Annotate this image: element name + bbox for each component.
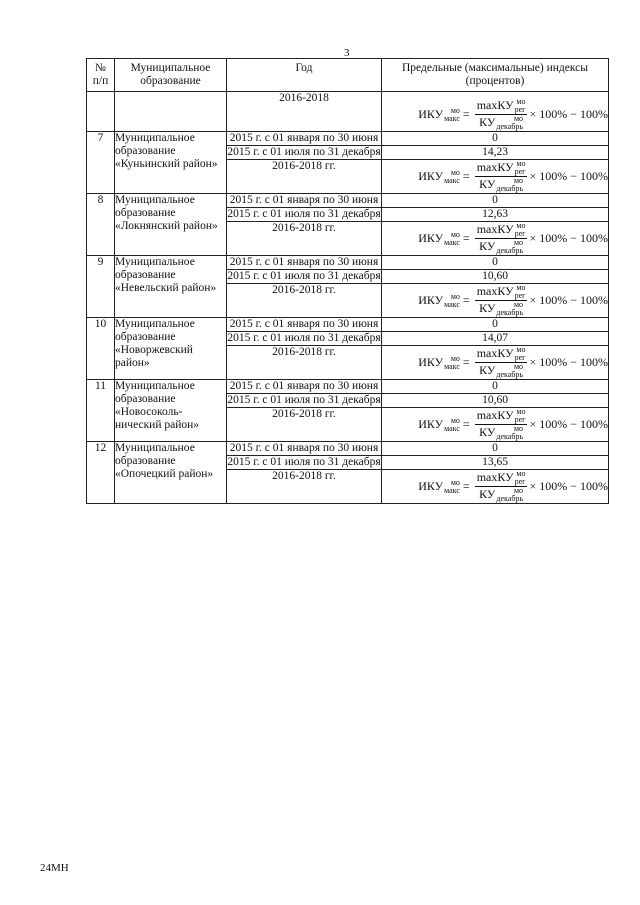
row-period-year: 2015 г. с 01 июля по 31 декабря bbox=[227, 394, 381, 406]
row-period-year: 2015 г. с 01 января по 30 июня bbox=[227, 256, 382, 270]
row-period-year: 2015 г. с 01 июля по 31 декабря bbox=[227, 456, 381, 468]
formula-fraction: maxКУ мо рег КУ мо декабрь bbox=[476, 407, 526, 441]
row-index-value: 13,65 bbox=[382, 456, 609, 470]
table-row bbox=[87, 318, 609, 332]
row-num: 10 bbox=[87, 318, 115, 380]
row-num bbox=[87, 92, 115, 132]
header-name: Муниципальное образование bbox=[115, 59, 227, 92]
row-index-value: 10,60 bbox=[382, 394, 609, 408]
row-period-year: 2015 г. с 01 января по 30 июня bbox=[227, 380, 382, 394]
formula-tail: × 100% − 100% bbox=[529, 231, 608, 245]
row-num: 11 bbox=[87, 380, 115, 442]
header-year: Год bbox=[227, 59, 382, 92]
row-index-value: 14,23 bbox=[382, 146, 609, 160]
table-row bbox=[87, 132, 609, 146]
formula-fraction: maxКУ мо рег КУ мо декабрь bbox=[476, 469, 526, 503]
tariff-index-table bbox=[86, 58, 609, 504]
table-row-continuation bbox=[87, 92, 609, 132]
index-formula: ИКУ мо макс = maxКУ мо рег КУ мо декабрь × 100% − 100% bbox=[418, 407, 608, 441]
index-formula: ИКУ мо макс = maxКУ мо рег КУ мо декабрь × 100% − 100% bbox=[418, 159, 608, 193]
row-municipality-name: Муниципальное образование «Новосоколь-нический район» bbox=[115, 380, 227, 442]
row-period-year: 2016-2018 гг. bbox=[227, 160, 382, 194]
row-index-value: 0 bbox=[382, 380, 609, 394]
table-row bbox=[87, 380, 609, 394]
row-period-year: 2015 г. с 01 июля по 31 декабря bbox=[227, 270, 381, 282]
row-municipality-name: Муниципальное образование «Опочецкий район» bbox=[115, 442, 227, 504]
formula-lhs: ИКУ bbox=[418, 169, 444, 183]
formula-lhs: ИКУ bbox=[418, 355, 444, 369]
index-formula: ИКУ мо макс = maxКУ мо рег КУ мо декабрь × 100% − 100% bbox=[418, 469, 608, 503]
row-formula-cell bbox=[382, 470, 609, 504]
index-formula: ИКУ мо макс = maxКУ мо рег КУ мо декабрь × 100% − 100% bbox=[418, 221, 608, 255]
row-num: 12 bbox=[87, 442, 115, 504]
header-num: № п/п bbox=[87, 59, 115, 92]
formula-lhs: ИКУ bbox=[418, 479, 444, 493]
table-row bbox=[87, 442, 609, 456]
row-period-year: 2016-2018 гг. bbox=[227, 222, 382, 256]
table-body bbox=[87, 92, 609, 504]
row-municipality-name: Муниципальное образование «Куньинский район» bbox=[115, 132, 227, 194]
header-index: Предельные (максимальные) индексы (процентов) bbox=[382, 59, 609, 92]
row-period-year: 2016-2018 гг. bbox=[227, 284, 382, 318]
footer-code: 24МН bbox=[40, 862, 69, 874]
row-municipality-name: Муниципальное образование «Новоржевский район» bbox=[115, 318, 227, 380]
row-period-year: 2015 г. с 01 июля по 31 декабря bbox=[227, 208, 381, 220]
row-formula-cell bbox=[382, 160, 609, 194]
row-index-value: 0 bbox=[382, 194, 609, 208]
formula-fraction: maxКУ мо рег КУ мо декабрь bbox=[476, 283, 526, 317]
row-formula-cell bbox=[382, 222, 609, 256]
row-period-year: 2015 г. с 01 января по 30 июня bbox=[227, 132, 382, 146]
formula-fraction: maxКУ мо рег КУ мо декабрь bbox=[476, 345, 526, 379]
row-period-year: 2016-2018 гг. bbox=[227, 346, 382, 380]
row-index-value: 0 bbox=[382, 442, 609, 456]
formula-tail: × 100% − 100% bbox=[529, 355, 608, 369]
table-header-row bbox=[87, 59, 609, 92]
row-formula-cell bbox=[382, 284, 609, 318]
row-index-value: 0 bbox=[382, 318, 609, 332]
row-index-value: 0 bbox=[382, 132, 609, 146]
formula-tail: × 100% − 100% bbox=[529, 293, 608, 307]
index-formula: ИКУ мо макс = maxКУ мо рег КУ мо декабрь × 100% − 100% bbox=[418, 283, 608, 317]
table-row bbox=[87, 194, 609, 208]
page-number: 3 bbox=[344, 47, 350, 59]
formula-lhs: ИКУ bbox=[418, 231, 444, 245]
row-period-year: 2015 г. с 01 января по 30 июня bbox=[227, 442, 382, 456]
formula-lhs: ИКУ bbox=[418, 417, 444, 431]
formula-tail: × 100% − 100% bbox=[529, 107, 608, 121]
formula-tail: × 100% − 100% bbox=[529, 417, 608, 431]
row-period-year: 2015 г. с 01 июля по 31 декабря bbox=[227, 332, 381, 344]
row-index-value: 12,63 bbox=[382, 208, 609, 222]
index-formula: ИКУ мо макс = maxКУ мо рег КУ мо декабрь × 100% − 100% bbox=[418, 97, 608, 131]
formula-tail: × 100% − 100% bbox=[529, 479, 608, 493]
row-period-year: 2016-2018 гг. bbox=[227, 470, 382, 504]
row-period-year: 2015 г. с 01 января по 30 июня bbox=[227, 194, 382, 208]
table-row bbox=[87, 256, 609, 270]
row-period-year: 2016-2018 гг. bbox=[227, 408, 382, 442]
row-name bbox=[115, 92, 227, 132]
row-period-year: 2016-2018 bbox=[227, 92, 382, 132]
row-index-value: 14,07 bbox=[382, 332, 609, 346]
row-index-value: 10,60 bbox=[382, 270, 609, 284]
row-formula-cell bbox=[382, 92, 609, 132]
row-num: 9 bbox=[87, 256, 115, 318]
row-index-value: 0 bbox=[382, 256, 609, 270]
row-period-year: 2015 г. с 01 января по 30 июня bbox=[227, 318, 382, 332]
row-formula-cell bbox=[382, 346, 609, 380]
row-num: 7 bbox=[87, 132, 115, 194]
row-municipality-name: Муниципальное образование «Невельский район» bbox=[115, 256, 227, 318]
row-formula-cell bbox=[382, 408, 609, 442]
row-period-year: 2015 г. с 01 июля по 31 декабря bbox=[227, 146, 381, 158]
formula-fraction: maxКУ мо рег КУ мо декабрь bbox=[476, 221, 526, 255]
formula-lhs: ИКУ bbox=[418, 293, 444, 307]
formula-fraction: maxКУ мо рег КУ мо декабрь bbox=[476, 97, 526, 131]
row-municipality-name: Муниципальное образование «Локнянский район» bbox=[115, 194, 227, 256]
formula-lhs: ИКУ bbox=[418, 107, 444, 121]
index-formula: ИКУ мо макс = maxКУ мо рег КУ мо декабрь × 100% − 100% bbox=[418, 345, 608, 379]
formula-fraction: maxКУ мо рег КУ мо декабрь bbox=[476, 159, 526, 193]
row-num: 8 bbox=[87, 194, 115, 256]
formula-tail: × 100% − 100% bbox=[529, 169, 608, 183]
